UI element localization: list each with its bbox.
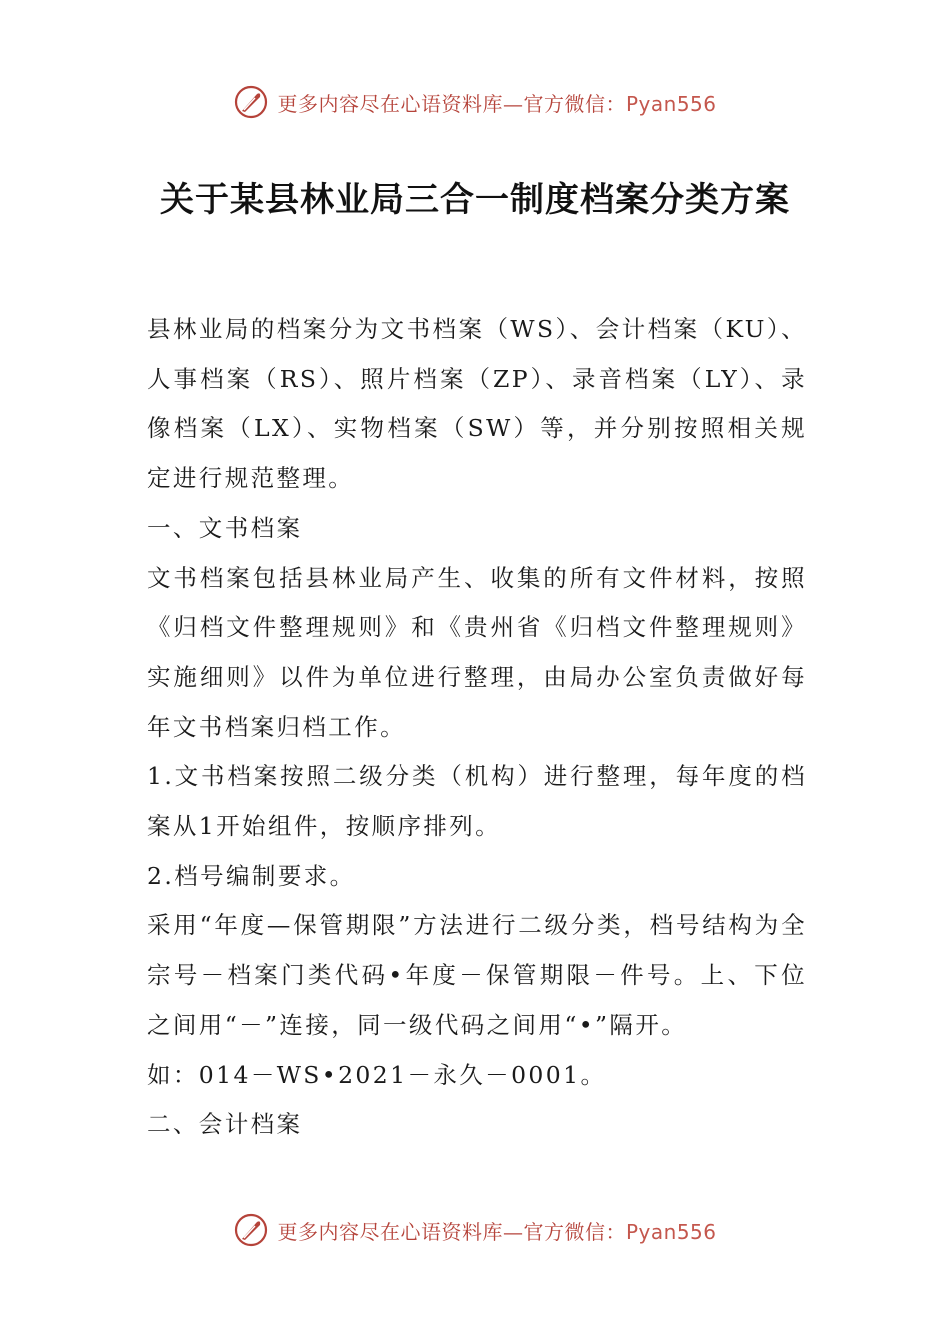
- document-body: [147, 305, 807, 1150]
- watermark-header: [0, 82, 950, 122]
- section-heading-1: 一、文书档案: [147, 513, 303, 542]
- watermark-text: 更多内容尽在心语资料库—官方微信：Pyan556: [277, 1219, 717, 1244]
- paragraph-ws-numbering: 采用“年度—保管期限”方法进行二级分类，档号结构为全宗号－档案门类代码•年度－保管期限－件号。上、下位之间用“－”连接，同一级代码之间用“•”隔开。: [147, 911, 807, 1039]
- paragraph-ws-item-2: 2.档号编制要求。: [147, 861, 356, 890]
- paragraph-ws-example: 如：014－WS•2021－永久－0001。: [147, 1060, 607, 1089]
- paragraph-intro: 县林业局的档案分为文书档案（WS）、会计档案（KU）、人事档案（RS）、照片档案（ZP）、录音档案（LY）、录像档案（LX）、实物档案（SW）等，并分别按照相关规定进行规范整理。: [147, 315, 807, 493]
- paragraph-ws-scope: 文书档案包括县林业局产生、收集的所有文件材料，按照《归档文件整理规则》和《贵州省《归档文件整理规则》实施细则》以件为单位进行整理，由局办公室负责做好每年文书档案归档工作。: [147, 563, 807, 741]
- quill-logo-icon: [233, 84, 269, 120]
- watermark-wechat-id: Pyan556: [625, 1219, 717, 1244]
- quill-logo-icon: [233, 1212, 269, 1248]
- paragraph-ws-item-1: 1.文书档案按照二级分类（机构）进行整理，每年度的档案从1开始组件，按顺序排列。: [147, 762, 807, 841]
- watermark-footer: [0, 1210, 950, 1250]
- watermark-text: 更多内容尽在心语资料库—官方微信：Pyan556: [277, 91, 717, 116]
- watermark-wechat-id: Pyan556: [625, 91, 717, 116]
- document-title: 关于某县林业局三合一制度档案分类方案: [160, 180, 790, 220]
- section-heading-2: 二、会计档案: [147, 1110, 303, 1139]
